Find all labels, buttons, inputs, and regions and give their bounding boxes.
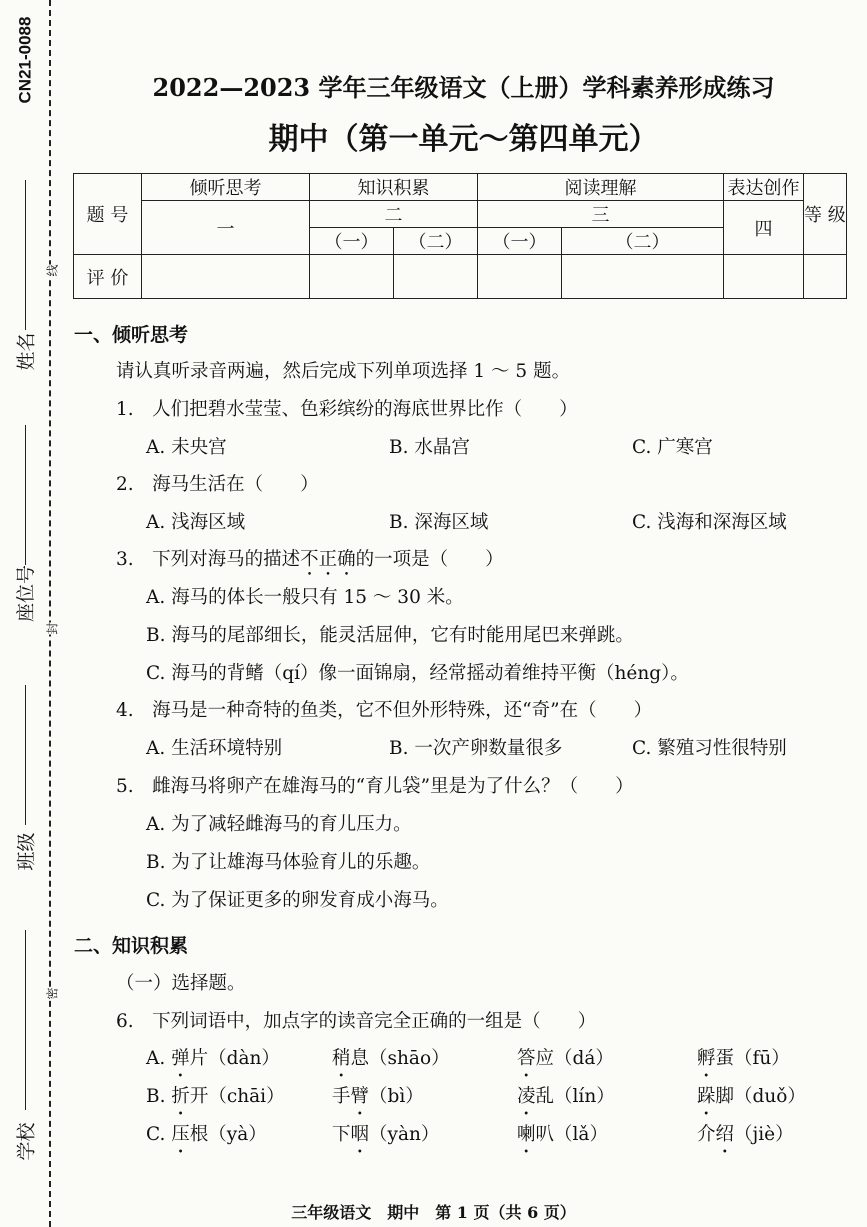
sub-3-1: （一） (478, 228, 562, 255)
dotted-character: 压 (171, 1124, 190, 1145)
sub-3-2: （二） (562, 228, 724, 255)
binding-cut-line (49, 0, 51, 1227)
q6-option-c-word-1: C. 压根（yà） (146, 1124, 267, 1145)
name-label: 姓名 (15, 332, 38, 371)
q2-option-b[interactable]: B. 深海区域 (389, 512, 489, 533)
seat-fill-line (25, 425, 26, 565)
section-1-instruction: 请认真听录音两遍，然后完成下列单项选择 1 ～ 5 题。 (116, 361, 571, 382)
score-cell-1[interactable] (142, 255, 310, 299)
q1-option-b[interactable]: B. 水晶宫 (389, 437, 470, 458)
cut-mark-line: 线 (45, 264, 60, 277)
paper-code: CN21-0088 (15, 16, 35, 104)
question-1: 1. 人们把碧水莹莹、色彩缤纷的海底世界比作（ ） (116, 399, 578, 420)
score-cell-grade[interactable] (804, 255, 847, 299)
q6-option-a-word-2: 稍息（shāo） (332, 1048, 450, 1069)
q6-option-c-word-4: 介绍（jiè） (697, 1124, 794, 1145)
emphasis-dots: 不正确 (300, 549, 356, 570)
q1-option-a[interactable]: A. 未央宫 (146, 437, 227, 458)
section-num-4: 四 (724, 201, 804, 255)
dotted-character: 答 (517, 1048, 536, 1069)
section-2-sub-heading: （一）选择题。 (116, 973, 246, 994)
score-cell-4[interactable] (724, 255, 804, 299)
category-knowledge: 知识积累 (310, 174, 478, 201)
sub-2-2: （二） (394, 228, 478, 255)
q6-option-b-word-3: 凌乱（lín） (517, 1086, 615, 1107)
question-3: 3. 下列对海马的描述不正确的一项是（ ） (116, 549, 504, 570)
sub-2-1: （一） (310, 228, 394, 255)
dotted-character: 弹 (171, 1048, 190, 1069)
q6-option-b-word-2: 手臂（bì） (332, 1086, 424, 1107)
category-reading: 阅读理解 (478, 174, 724, 201)
section-num-2: 二 (310, 201, 478, 228)
seat-label: 座位号 (15, 564, 38, 623)
q5-option-c[interactable]: C. 为了保证更多的卵发育成小海马。 (146, 890, 449, 911)
q2-option-a[interactable]: A. 浅海区域 (146, 512, 246, 533)
section-2-heading: 二、知识积累 (74, 935, 189, 957)
cut-mark-secret: 密 (45, 987, 60, 1000)
section-num-3: 三 (478, 201, 724, 228)
q6-option-b-word-1: B. 折开（chāi） (146, 1086, 285, 1107)
q6-option-a-word-4: 孵蛋（fū） (697, 1048, 790, 1069)
q4-option-a[interactable]: A. 生活环境特别 (146, 738, 283, 759)
section-1-heading: 一、倾听思考 (74, 324, 189, 346)
score-cell-2-1[interactable] (310, 255, 394, 299)
school-label: 学校 (15, 1122, 38, 1161)
page-footer: 三年级语文 期中 第 1 页（共 6 页） (291, 1203, 576, 1222)
category-writing: 表达创作 (724, 174, 804, 201)
q6-option-b-word-4: 跺脚（duǒ） (697, 1086, 806, 1107)
q6-option-c-word-2: 下咽（yàn） (332, 1124, 440, 1145)
header-tihao: 题 号 (74, 174, 142, 255)
q5-option-b[interactable]: B. 为了让雄海马体验育儿的乐趣。 (146, 852, 431, 873)
section-num-1: 一 (142, 201, 310, 255)
q2-option-c[interactable]: C. 浅海和深海区域 (632, 512, 787, 533)
school-fill-line (25, 930, 26, 1110)
q3-option-a[interactable]: A. 海马的体长一般只有 15 ～ 30 米。 (146, 587, 464, 608)
exam-subtitle: 期中（第一单元～第四单元） (268, 122, 659, 157)
q3-option-b[interactable]: B. 海马的尾部细长，能灵活屈伸，它有时能用尾巴来弹跳。 (146, 625, 634, 646)
dotted-character: 绍 (715, 1124, 735, 1145)
q3-option-c[interactable]: C. 海马的背鳍（qí）像一面锦扇，经常摇动着维持平衡（héng）。 (146, 663, 689, 684)
question-5: 5. 雌海马将卵产在雄海马的“育儿袋”里是为了什么？（ ） (116, 776, 634, 797)
dotted-character: 孵 (697, 1048, 716, 1069)
q6-option-a-word-1: A. 弹片（dàn） (146, 1048, 280, 1069)
dotted-character: 稍 (332, 1048, 351, 1069)
question-2: 2. 海马生活在（ ） (116, 474, 319, 495)
q5-option-a[interactable]: A. 为了减轻雌海马的育儿压力。 (146, 814, 412, 835)
score-cell-2-2[interactable] (394, 255, 478, 299)
header-pingjia: 评 价 (74, 255, 142, 299)
q4-option-c[interactable]: C. 繁殖习性很特别 (632, 738, 787, 759)
q6-option-a-word-3: 答应（dá） (517, 1048, 614, 1069)
class-label: 班级 (15, 832, 38, 871)
question-4: 4. 海马是一种奇特的鱼类，它不但外形特殊，还“奇”在（ ） (116, 700, 653, 721)
q1-option-c[interactable]: C. 广寒宫 (632, 437, 713, 458)
exam-title: 2022—2023 学年三年级语文（上册）学科素养形成练习 (152, 73, 775, 102)
dotted-character: 跺 (697, 1086, 716, 1107)
dotted-character: 凌 (517, 1086, 536, 1107)
score-cell-3-1[interactable] (478, 255, 562, 299)
score-cell-3-2[interactable] (562, 255, 724, 299)
dotted-character: 咽 (350, 1124, 370, 1145)
dotted-character: 喇 (517, 1124, 536, 1145)
grading-table (73, 173, 847, 299)
question-6: 6. 下列词语中，加点字的读音完全正确的一组是（ ） (116, 1011, 597, 1032)
dotted-character: 折 (171, 1086, 190, 1107)
dotted-character: 臂 (350, 1086, 370, 1107)
q4-option-b[interactable]: B. 一次产卵数量很多 (389, 738, 563, 759)
category-listening: 倾听思考 (142, 174, 310, 201)
header-dengji: 等 级 (804, 174, 847, 255)
class-fill-line (25, 685, 26, 825)
name-fill-line (25, 180, 26, 330)
q6-option-c-word-3: 喇叭（lǎ） (517, 1124, 608, 1145)
cut-mark-seal: 封 (45, 622, 60, 635)
